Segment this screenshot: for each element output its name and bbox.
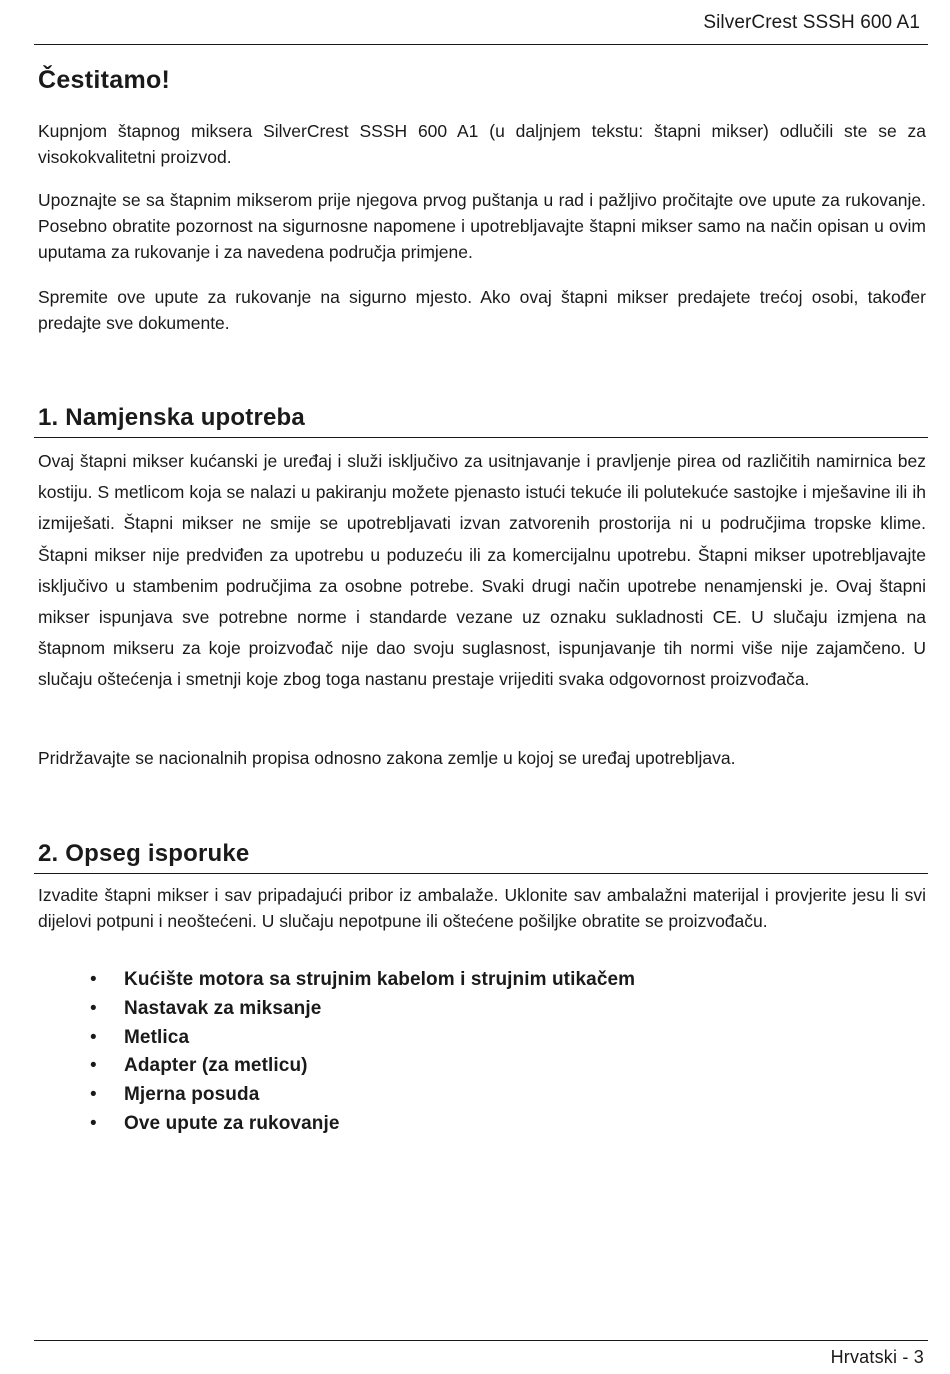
bullet-icon: • bbox=[90, 969, 97, 990]
list-item-label: Ove upute za rukovanje bbox=[124, 1112, 340, 1134]
section-heading-scope-of-delivery: 2. Opseg isporuke bbox=[38, 840, 250, 867]
section-paragraph: Pridržavajte se nacionalnih propisa odnosno zakona zemlje u kojoj se uređaj upotrebljava. bbox=[38, 748, 736, 768]
list-item-label: Kućište motora sa strujnim kabelom i strujnim utikačem bbox=[124, 969, 636, 990]
list-item-label: Metlica bbox=[124, 1026, 190, 1048]
intro-paragraph: Upoznajte se sa štapnim mikserom prije njegova prvog puštanja u rad i pažljivo pročitajte ove upute za rukovanje. Posebno obratite pozornost na sigurnosne napomene i upotrebljavajte štapni mikser samo na način opisan u ovim uputama za rukovanje i za navedena područja primjene. bbox=[38, 190, 926, 262]
intro-heading: Čestitamo! bbox=[38, 66, 171, 94]
bullet-icon: • bbox=[90, 1026, 97, 1048]
footer-divider bbox=[34, 1340, 928, 1341]
section-paragraph: Izvadite štapni mikser i sav pripadajući pribor iz ambalaže. Uklonite sav ambalažni materijal i provjerite jesu li svi dijelovi potpuni i neoštećeni. U slučaju nepotpune ili oštećene pošiljke obratite se proizvođaču. bbox=[38, 885, 926, 931]
list-item bbox=[38, 1024, 635, 1053]
list-item-label: Adapter (za metlicu) bbox=[124, 1055, 308, 1077]
list-item bbox=[38, 1081, 635, 1110]
section-divider bbox=[34, 437, 928, 438]
list-item bbox=[38, 1110, 635, 1139]
section-paragraph: Ovaj štapni mikser kućanski je uređaj i služi isključivo za usitnjavanje i pravljenje pirea od različitih namirnica bez kostiju. S metlicom koja se nalazi u pakiranju možete pjenasto istući tekuće ili polutekuće sastojke i mješavine ili ih izmiješati. Štapni mikser ne smije se upotrebljavati izvan zatvorenih prostorija ni u područjima tropske klime. Štapni mikser nije predviđen za upotrebu u poduzeću ili za komercijalnu upotrebu. Štapni mikser upotrebljavajte isključivo u stambenim područjima za osobne potrebe. Svaki drugi način upotrebe nenamjenski je. Ovaj štapni mikser ispunjava sve potrebne norme i standarde vezane uz oznaku sukladnosti CE. U slučaju izmjena na štapnom mikseru za koje proizvođač nije dao svoju suglasnost, ispunjavanje tih normi više nije zajamčeno. U slučaju oštećenja i smetnji koje zbog toga nastanu prestaje vrijediti svaka odgovornost proizvođača. bbox=[38, 451, 926, 690]
list-item bbox=[38, 1052, 635, 1081]
bullet-icon: • bbox=[90, 997, 97, 1019]
intro-paragraph: Kupnjom štapnog miksera SilverCrest SSSH 600 A1 (u daljnjem tekstu: štapni mikser) odlučili ste se za visokokvalitetni proizvod. bbox=[38, 121, 926, 167]
list-item bbox=[38, 966, 635, 995]
bullet-icon: • bbox=[90, 1084, 97, 1106]
page-footer-label: Hrvatski - 3 bbox=[830, 1347, 924, 1367]
section-divider bbox=[34, 873, 928, 874]
delivery-items-list bbox=[38, 966, 635, 1139]
list-item bbox=[38, 995, 635, 1024]
intro-paragraph: Spremite ove upute za rukovanje na sigurno mjesto. Ako ovaj štapni mikser predajete trećoj osobi, također predajte sve dokumente. bbox=[38, 287, 926, 333]
section-heading-intended-use: 1. Namjenska upotreba bbox=[38, 404, 305, 431]
list-item-label: Nastavak za miksanje bbox=[124, 997, 322, 1019]
header-divider bbox=[34, 44, 928, 45]
page-header-title: SilverCrest SSSH 600 A1 bbox=[703, 12, 920, 33]
bullet-icon: • bbox=[90, 1112, 97, 1134]
bullet-icon: • bbox=[90, 1055, 97, 1077]
list-item-label: Mjerna posuda bbox=[124, 1084, 260, 1106]
